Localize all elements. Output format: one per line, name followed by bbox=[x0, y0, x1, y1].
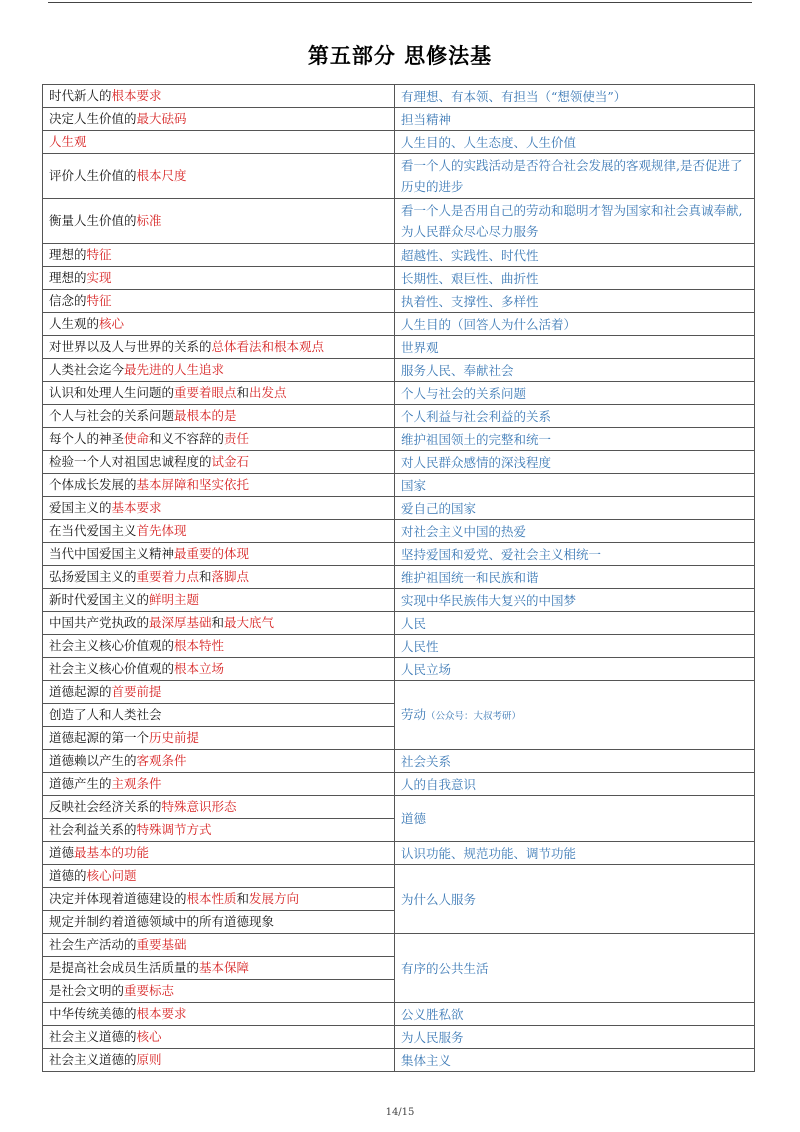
answer-cell bbox=[395, 681, 755, 750]
answer-text: 维护祖国领土的完整和统一 bbox=[401, 431, 552, 447]
question-text: 和 bbox=[236, 385, 250, 400]
answer-cell bbox=[395, 474, 755, 497]
answer-cell bbox=[395, 520, 755, 543]
question-text: 当代中国爱国主义精神 bbox=[49, 546, 175, 561]
answer-text: 爱自己的国家 bbox=[401, 500, 477, 516]
answer-cell bbox=[395, 290, 755, 313]
top-rule bbox=[48, 2, 752, 3]
answer-text: 实现中华民族伟大复兴的中国梦 bbox=[401, 592, 577, 608]
question-cell bbox=[43, 796, 395, 819]
question-text: 社会主义核心价值观的 bbox=[49, 661, 175, 676]
table-row bbox=[43, 199, 755, 244]
answer-cell bbox=[395, 154, 755, 199]
question-cell bbox=[43, 154, 395, 199]
table-row bbox=[43, 681, 755, 704]
answer-cell bbox=[395, 405, 755, 428]
question-cell bbox=[43, 313, 395, 336]
answer-cell bbox=[395, 131, 755, 154]
answer-text: 个人利益与社会利益的关系 bbox=[401, 408, 552, 424]
answer-text: 对人民群众感情的深浅程度 bbox=[401, 454, 552, 470]
answer-text: 有序的公共生活 bbox=[401, 960, 489, 976]
keyword-text: 特征 bbox=[86, 293, 112, 308]
question-cell bbox=[43, 911, 395, 934]
answer-cell bbox=[395, 428, 755, 451]
question-cell bbox=[43, 1049, 395, 1072]
answer-cell bbox=[395, 796, 755, 842]
answer-text: 世界观 bbox=[401, 339, 439, 355]
table-row bbox=[43, 612, 755, 635]
table-row bbox=[43, 405, 755, 428]
answer-text: 集体主义 bbox=[401, 1052, 452, 1068]
answer-cell bbox=[395, 865, 755, 934]
question-cell bbox=[43, 451, 395, 474]
question-text: 道德赖以产生的 bbox=[49, 753, 137, 768]
keyword-text: 基本屏障和坚实依托 bbox=[136, 477, 250, 492]
answer-cell bbox=[395, 635, 755, 658]
keyword-text: 最深厚基础 bbox=[149, 615, 212, 630]
question-cell bbox=[43, 244, 395, 267]
question-cell bbox=[43, 497, 395, 520]
keyword-text: 出发点 bbox=[249, 385, 287, 400]
question-text: 是提高社会成员生活质量的 bbox=[49, 960, 200, 975]
question-cell bbox=[43, 566, 395, 589]
keyword-text: 根本尺度 bbox=[136, 168, 187, 183]
question-text: 时代新人的 bbox=[49, 88, 112, 103]
answer-cell bbox=[395, 750, 755, 773]
answer-cell bbox=[395, 267, 755, 290]
question-cell bbox=[43, 267, 395, 290]
table-row bbox=[43, 336, 755, 359]
question-cell bbox=[43, 888, 395, 911]
answer-text: 国家 bbox=[401, 477, 427, 493]
table-row bbox=[43, 566, 755, 589]
answer-text: 服务人民、奉献社会 bbox=[401, 362, 514, 378]
question-text: 决定人生价值的 bbox=[49, 111, 137, 126]
keyword-text: 落脚点 bbox=[211, 569, 250, 584]
answer-text: 劳动 bbox=[401, 706, 427, 722]
answer-cell bbox=[395, 842, 755, 865]
table-row bbox=[43, 842, 755, 865]
knowledge-table-body bbox=[43, 85, 755, 1072]
keyword-text: 根本特性 bbox=[174, 638, 225, 653]
answer-text: 为人民服务 bbox=[401, 1029, 464, 1045]
answer-cell bbox=[395, 1049, 755, 1072]
keyword-text: 核心 bbox=[136, 1029, 162, 1044]
keyword-text: 根本立场 bbox=[174, 661, 225, 676]
question-text: 中国共产党执政的 bbox=[49, 615, 150, 630]
keyword-text: 首要前提 bbox=[111, 684, 162, 699]
table-row bbox=[43, 589, 755, 612]
question-cell bbox=[43, 428, 395, 451]
answer-cell bbox=[395, 359, 755, 382]
question-cell bbox=[43, 727, 395, 750]
keyword-text: 根本要求 bbox=[136, 1006, 187, 1021]
table-row bbox=[43, 359, 755, 382]
table-row bbox=[43, 934, 755, 957]
keyword-text: 重要着力点 bbox=[136, 569, 200, 584]
answer-text: 担当精神 bbox=[401, 111, 452, 127]
keyword-text: 总体看法和根本观点 bbox=[211, 339, 325, 354]
table-row bbox=[43, 658, 755, 681]
answer-cell bbox=[395, 658, 755, 681]
question-text: 在当代爱国主义 bbox=[49, 523, 137, 538]
question-cell bbox=[43, 199, 395, 244]
table-row bbox=[43, 267, 755, 290]
answer-cell bbox=[395, 451, 755, 474]
answer-text: 个人与社会的关系问题 bbox=[401, 385, 527, 401]
answer-text: 对社会主义中国的热爱 bbox=[401, 523, 527, 539]
table-row bbox=[43, 543, 755, 566]
question-text: 社会主义核心价值观的 bbox=[49, 638, 175, 653]
question-cell bbox=[43, 359, 395, 382]
answer-note: （公众号：大叔考研） bbox=[426, 710, 522, 722]
keyword-text: 特殊意识形态 bbox=[161, 799, 237, 814]
keyword-text: 最根本的是 bbox=[174, 408, 237, 423]
answer-cell bbox=[395, 773, 755, 796]
keyword-text: 基本要求 bbox=[111, 500, 162, 515]
question-text: 理想的 bbox=[49, 247, 87, 262]
keyword-text: 主观条件 bbox=[111, 776, 162, 791]
question-cell bbox=[43, 131, 395, 154]
answer-text: 执着性、支撑性、多样性 bbox=[401, 293, 539, 309]
question-text: 理想的 bbox=[49, 270, 87, 285]
table-row bbox=[43, 154, 755, 199]
answer-text: 公义胜私欲 bbox=[401, 1006, 464, 1022]
answer-cell bbox=[395, 612, 755, 635]
answer-text: 人生目的（回答人为什么活着） bbox=[401, 316, 577, 332]
answer-cell bbox=[395, 497, 755, 520]
keyword-text: 最大砝码 bbox=[136, 111, 187, 126]
answer-cell bbox=[395, 313, 755, 336]
question-cell bbox=[43, 681, 395, 704]
question-cell bbox=[43, 957, 395, 980]
answer-text: 看一个人的实践活动是否符合社会发展的客观规律,是否促进了历史的进步 bbox=[401, 158, 743, 194]
answer-cell bbox=[395, 589, 755, 612]
table-row bbox=[43, 85, 755, 108]
table-row bbox=[43, 497, 755, 520]
question-text: 道德产生的 bbox=[49, 776, 112, 791]
question-cell bbox=[43, 750, 395, 773]
table-row bbox=[43, 1003, 755, 1026]
question-cell bbox=[43, 520, 395, 543]
table-row bbox=[43, 313, 755, 336]
question-text: 爱国主义的 bbox=[49, 500, 112, 515]
answer-text: 社会关系 bbox=[401, 753, 452, 769]
answer-cell bbox=[395, 543, 755, 566]
question-cell bbox=[43, 290, 395, 313]
table-row bbox=[43, 635, 755, 658]
answer-text: 认识功能、规范功能、调节功能 bbox=[401, 845, 577, 861]
question-text: 道德 bbox=[49, 845, 75, 860]
keyword-text: 根本要求 bbox=[111, 88, 162, 103]
table-row bbox=[43, 474, 755, 497]
keyword-text: 客观条件 bbox=[136, 753, 187, 768]
answer-cell bbox=[395, 244, 755, 267]
page-title: 第五部分 思修法基 bbox=[307, 44, 493, 68]
answer-text: 有理想、有本领、有担当（“想领使当”） bbox=[401, 88, 627, 104]
question-cell bbox=[43, 474, 395, 497]
answer-cell bbox=[395, 1003, 755, 1026]
question-text: 每个人的神圣 bbox=[49, 431, 125, 446]
answer-cell bbox=[395, 199, 755, 244]
question-cell bbox=[43, 612, 395, 635]
answer-cell bbox=[395, 382, 755, 405]
answer-text: 人民性 bbox=[401, 638, 439, 654]
answer-text: 人民立场 bbox=[401, 661, 452, 677]
question-cell bbox=[43, 405, 395, 428]
question-text: 和义不容辞的 bbox=[149, 431, 225, 446]
keyword-text: 最先进的人生追求 bbox=[124, 362, 225, 377]
question-cell bbox=[43, 658, 395, 681]
answer-text: 长期性、艰巨性、曲折性 bbox=[401, 270, 539, 286]
question-cell bbox=[43, 382, 395, 405]
keyword-text: 标准 bbox=[136, 213, 162, 228]
question-cell bbox=[43, 336, 395, 359]
question-text: 社会主义道德的 bbox=[49, 1029, 137, 1044]
answer-cell bbox=[395, 566, 755, 589]
keyword-text: 重要着眼点 bbox=[174, 385, 237, 400]
keyword-text: 责任 bbox=[224, 431, 250, 446]
keyword-text: 历史前提 bbox=[149, 730, 200, 745]
table-row bbox=[43, 773, 755, 796]
question-text: 创造了人和人类社会 bbox=[49, 707, 162, 722]
table-row bbox=[43, 796, 755, 819]
question-text: 个人与社会的关系问题 bbox=[49, 408, 175, 423]
answer-text: 为什么人服务 bbox=[401, 891, 477, 907]
keyword-text: 重要标志 bbox=[124, 983, 175, 998]
question-cell bbox=[43, 1026, 395, 1049]
question-cell bbox=[43, 543, 395, 566]
keyword-text: 试金石 bbox=[211, 454, 250, 469]
keyword-text: 核心问题 bbox=[86, 868, 137, 883]
question-text: 社会生产活动的 bbox=[49, 937, 137, 952]
question-text: 信念的 bbox=[49, 293, 87, 308]
question-cell bbox=[43, 980, 395, 1003]
question-text: 社会主义道德的 bbox=[49, 1052, 137, 1067]
question-cell bbox=[43, 865, 395, 888]
question-text: 检验一个人对祖国忠诚程度的 bbox=[49, 454, 212, 469]
table-row bbox=[43, 382, 755, 405]
answer-cell bbox=[395, 1026, 755, 1049]
keyword-text: 原则 bbox=[136, 1052, 162, 1067]
question-cell bbox=[43, 635, 395, 658]
keyword-text: 使命 bbox=[124, 431, 150, 446]
question-cell bbox=[43, 85, 395, 108]
question-text: 和 bbox=[236, 891, 250, 906]
keyword-text: 特殊调节方式 bbox=[136, 822, 212, 837]
keyword-text: 特征 bbox=[86, 247, 112, 262]
table-row bbox=[43, 520, 755, 543]
answer-cell bbox=[395, 934, 755, 1003]
question-text: 弘扬爱国主义的 bbox=[49, 569, 137, 584]
question-text: 社会利益关系的 bbox=[49, 822, 137, 837]
table-row bbox=[43, 290, 755, 313]
answer-text: 道德 bbox=[401, 811, 427, 826]
question-cell bbox=[43, 934, 395, 957]
keyword-text: 基本保障 bbox=[199, 960, 250, 975]
question-text: 反映社会经济关系的 bbox=[49, 799, 162, 814]
answer-cell bbox=[395, 336, 755, 359]
question-text: 认识和处理人生问题的 bbox=[49, 385, 175, 400]
question-text: 评价人生价值的 bbox=[49, 168, 137, 183]
keyword-text: 最大底气 bbox=[224, 615, 275, 630]
question-text: 规定并制约着道德领域中的所有道德现象 bbox=[49, 914, 275, 929]
question-text: 道德起源的 bbox=[49, 684, 112, 699]
question-cell bbox=[43, 842, 395, 865]
keyword-text: 人生观 bbox=[49, 134, 87, 149]
answer-cell bbox=[395, 85, 755, 108]
page-number: 14/15 bbox=[385, 1107, 415, 1118]
question-text: 道德的 bbox=[49, 868, 87, 883]
table-row bbox=[43, 244, 755, 267]
question-cell bbox=[43, 108, 395, 131]
answer-text: 维护祖国统一和民族和谐 bbox=[401, 569, 539, 585]
question-text: 人生观的 bbox=[49, 316, 100, 331]
keyword-text: 首先体现 bbox=[136, 523, 187, 538]
table-row bbox=[43, 750, 755, 773]
knowledge-table bbox=[42, 84, 755, 1072]
answer-text: 人的自我意识 bbox=[401, 776, 477, 792]
answer-text: 人生目的、人生态度、人生价值 bbox=[401, 134, 577, 150]
question-text: 和 bbox=[211, 615, 225, 630]
table-row bbox=[43, 451, 755, 474]
question-cell bbox=[43, 1003, 395, 1026]
keyword-text: 核心 bbox=[99, 316, 125, 331]
table-row bbox=[43, 108, 755, 131]
question-text: 道德起源的第一个 bbox=[49, 730, 150, 745]
question-text: 个体成长发展的 bbox=[49, 477, 137, 492]
question-text: 是社会文明的 bbox=[49, 983, 125, 998]
question-text: 决定并体现着道德建设的 bbox=[49, 891, 187, 906]
question-text: 人类社会迄今 bbox=[49, 362, 125, 377]
keyword-text: 实现 bbox=[86, 270, 112, 285]
keyword-text: 发展方向 bbox=[249, 891, 300, 906]
question-text: 和 bbox=[199, 569, 212, 584]
answer-text: 超越性、实践性、时代性 bbox=[401, 247, 539, 263]
keyword-text: 重要基础 bbox=[136, 937, 187, 952]
question-cell bbox=[43, 704, 395, 727]
table-row bbox=[43, 1049, 755, 1072]
answer-text: 看一个人是否用自己的劳动和聪明才智为国家和社会真诚奉献,为人民群众尽心尽力服务 bbox=[401, 203, 743, 239]
table-row bbox=[43, 428, 755, 451]
table-row bbox=[43, 865, 755, 888]
keyword-text: 鲜明主题 bbox=[149, 592, 200, 607]
question-cell bbox=[43, 819, 395, 842]
question-text: 新时代爱国主义的 bbox=[49, 592, 150, 607]
keyword-text: 根本性质 bbox=[186, 891, 237, 906]
question-cell bbox=[43, 589, 395, 612]
keyword-text: 最重要的体现 bbox=[174, 546, 250, 561]
keyword-text: 最基本的功能 bbox=[74, 845, 150, 860]
table-row bbox=[43, 1026, 755, 1049]
answer-cell bbox=[395, 108, 755, 131]
question-text: 对世界以及人与世界的关系的 bbox=[49, 339, 212, 354]
question-text: 中华传统美德的 bbox=[49, 1006, 137, 1021]
answer-text: 人民 bbox=[401, 615, 427, 631]
question-text: 衡量人生价值的 bbox=[49, 213, 137, 228]
table-row bbox=[43, 131, 755, 154]
answer-text: 坚持爱国和爱党、爱社会主义相统一 bbox=[401, 546, 602, 562]
question-cell bbox=[43, 773, 395, 796]
